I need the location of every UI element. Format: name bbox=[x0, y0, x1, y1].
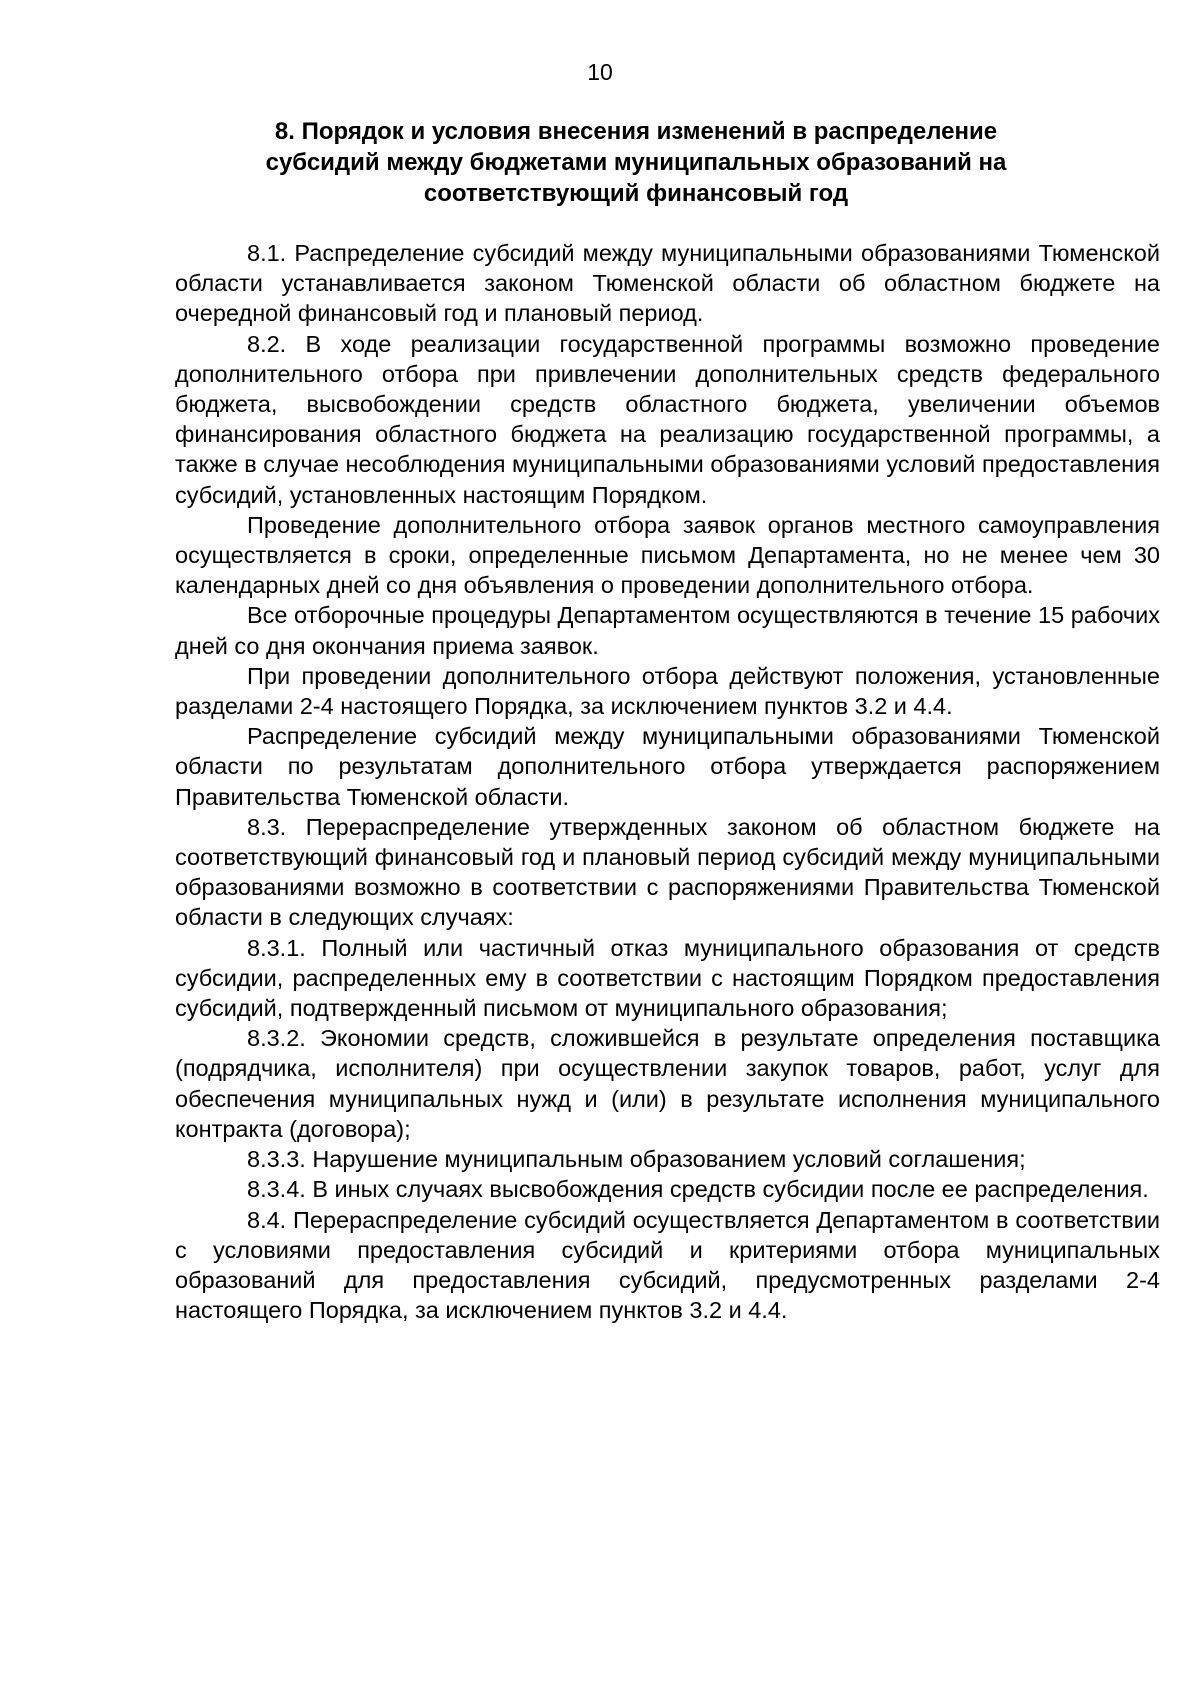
paragraph-8-4: 8.4. Перераспределение субсидий осуществляется Департаментом в соответствии с условиями предоставления субсидий и критериями отбора муниципальных образований для предоставления субсидий, предусмотренных разделами 2-4 настоящего Порядка, за исключением пунктов 3.2 и 4.4. bbox=[175, 1206, 1160, 1324]
heading-line: 8. Порядок и условия внесения изменений в распределение bbox=[274, 118, 998, 145]
page-number: 10 bbox=[587, 59, 613, 85]
paragraph-selection-procedures: Все отборочные процедуры Департаментом осуществляются в течение 15 рабочих дней со дня окончания приема заявок. bbox=[175, 602, 1160, 659]
body-text bbox=[175, 238, 1160, 1325]
paragraph-8-3-3: 8.3.3. Нарушение муниципальным образованием условий соглашения; bbox=[247, 1146, 1026, 1173]
heading-line: субсидий между бюджетами муниципальных образований на bbox=[265, 149, 1007, 176]
paragraph-8-3-1: 8.3.1. Полный или частичный отказ муниципального образования от средств субсидии, распределенных ему в соответствии с настоящим Порядком предоставления субсидий, подтвержденный письмом от муниципального образования; bbox=[175, 934, 1160, 1022]
paragraph-8-1: 8.1. Распределение субсидий между муниципальными образованиями Тюменской области устанавливается законом Тюменской области об областном бюджете на очередной финансовый год и плановый период. bbox=[175, 240, 1160, 327]
paragraph-8-2: 8.2. В ходе реализации государственной программы возможно проведение дополнительного отбора при привлечении дополнительных средств федерального бюджета, высвобождении средств областного бюджета, увеличении объемов финансирования областного бюджета на реализацию государственной программы, а также в случае несоблюдения муниципальными образованиями условий предоставления субсидий, установленных настоящим Порядком. bbox=[175, 330, 1160, 508]
paragraph-8-3-2: 8.3.2. Экономии средств, сложившейся в результате определения поставщика (подрядчика, исполнителя) при осуществлении закупок товаров, работ, услуг для обеспечения муниципальных нужд и (или) в результате исполнения муниципального контракта (договора); bbox=[175, 1025, 1160, 1142]
paragraph-distribution-approval: Распределение субсидий между муниципальными образованиями Тюменской области по результатам дополнительного отбора утверждается распоряжением Правительства Тюменской области. bbox=[175, 723, 1160, 810]
section-heading bbox=[172, 116, 1100, 209]
paragraph-8-3-4: 8.3.4. В иных случаях высвобождения средств субсидии после ее распределения. bbox=[247, 1176, 1149, 1203]
paragraph-additional-selection-timing: Проведение дополнительного отбора заявок органов местного самоуправления осуществляется в сроки, определенные письмом Департамента, но не менее чем 30 календарных дней со дня объявления о проведении дополнительного отбора. bbox=[175, 511, 1160, 599]
paragraph-applicable-provisions: При проведении дополнительного отбора действуют положения, установленные разделами 2-4 настоящего Порядка, за исключением пунктов 3.2 и 4.4. bbox=[175, 662, 1160, 720]
heading-line: соответствующий финансовый год bbox=[423, 180, 849, 207]
paragraph-8-3: 8.3. Перераспределение утвержденных законом об областном бюджете на соответствующий финансовый год и плановый период субсидий между муниципальными образованиями возможно в соответствии с распоряжениями Правительства Тюменской области в следующих случаях: bbox=[175, 813, 1160, 931]
